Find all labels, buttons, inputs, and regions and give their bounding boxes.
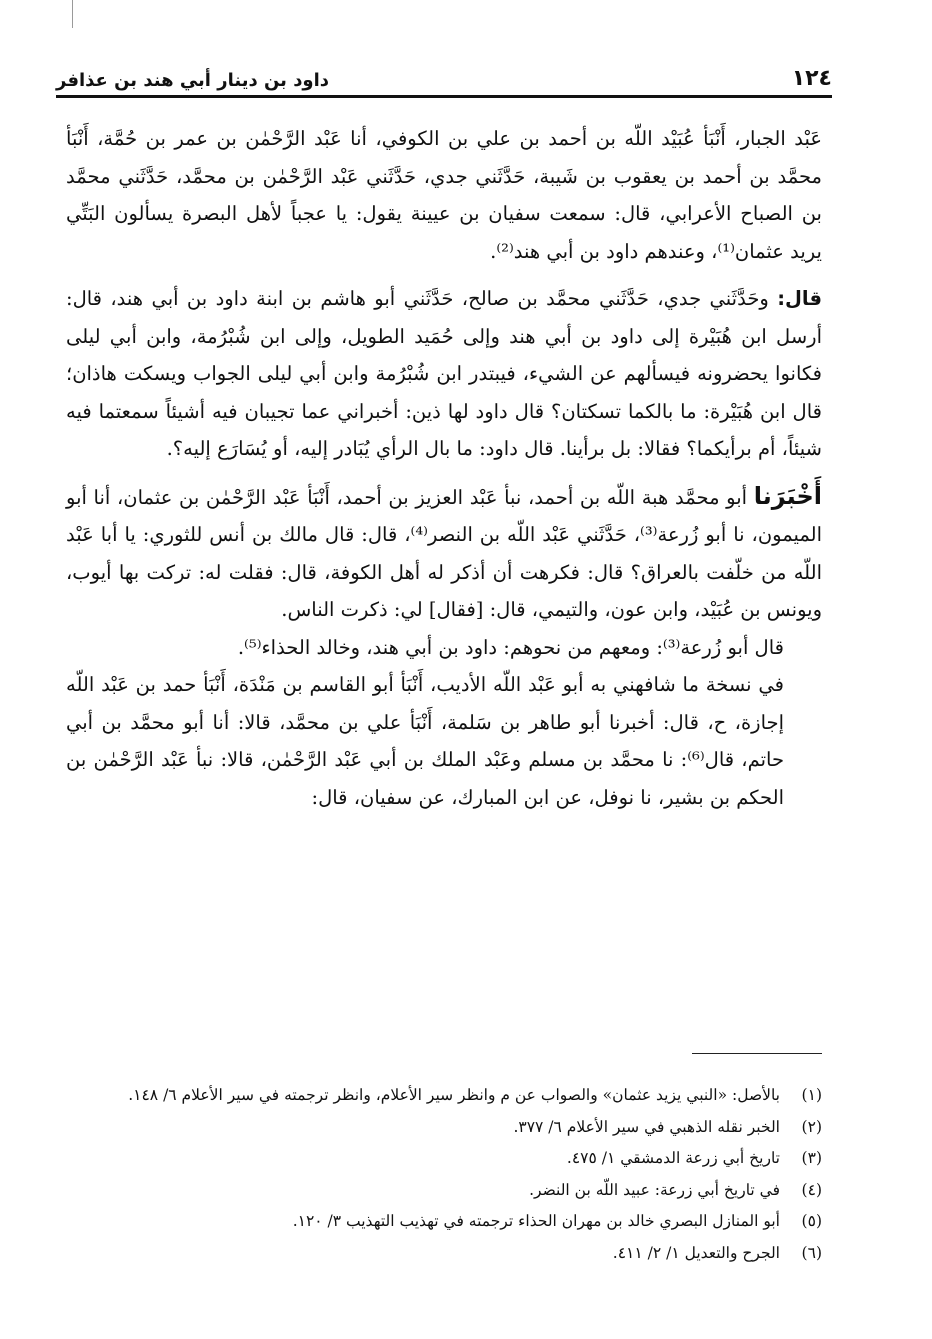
paragraph-text: عَبْد الجبار، أَنْبَأ عُبَيْد اللّه بن أحمد بن علي بن الكوفي، أنا عَبْد الرَّحْمٰن بن عمر بن حُمَّة، أَنْبَأ محمَّد بن أحمد بن يعقوب بن شَيبة، حَدَّثَني جدي، حَدَّثَني عَبْد الرَّحْمٰن بن محمَّد، حَدَّثَني محمَّد بن الصباح الأعرابي، قال: سمعت سفيان بن عيينة يقول: يا عجباً لأهل البصرة يسألون البَتِّي يريد عثمان⁽¹⁾، وعندهم داود بن أبي هند⁽²⁾. [66,127,822,263]
footnote-item [66,1238,822,1270]
footnote-separator [692,1053,822,1054]
running-title: داود بن دينار أبي هند بن عذافر [56,70,330,91]
footnote-text: تاريخ أبي زرعة الدمشقي ١/ ٤٧٥. [566,1149,780,1167]
footnote-number: (٥) [801,1212,822,1230]
paragraph-text: وحَدَّثَني جدي، حَدَّثَني محمَّد بن صالح، حَدَّثَني أبو هاشم بن ابنة داود بن أبي هند، قال: أرسل ابن هُبَيْرة إلى داود بن أبي هند وإلى حُمَيد الطويل، وإلى ابن شُبْرُمة، وابن أبي ليلى فكانوا يحضرونه فيسألهم عن الشيء، فيبتدر ابن شُبْرُمة وابن أبي ليلى الجواب ويسكت هاذان؛ قال ابن هُبَيْرة: ما بالكما تسكتان؟ قال داود لها ذين: أخبراني عما تجيبان فيه أشيئاً سمعتما فيه شيئاً، أم برأيكما؟ فقالا: بل برأينا. قال داود: ما بال الرأي يُبَادر إليه، أو يُسَارَع إليه؟. [66,287,822,460]
paragraph-lead: أَخْبَرَنا [753,481,822,510]
footnote-text: الجرح والتعديل ١/ ٢/ ٤١١. [612,1243,780,1262]
paragraph-text: في نسخة ما شافهني به أبو عَبْد اللّه الأديب، أَنْبَأ أبو القاسم بن مَنْدَة، أَنْبَأ حمد بن عَبْد اللّه إجازة، ح، قال: أخبرنا أبو طاهر بن سَلمة، أَنْبَأ علي بن محمَّد، قالا: أنا أبو محمَّد بن أبي حاتم، قال⁽⁶⁾: نا محمَّد بن مسلم وعَبْد الملك بن أبي عَبْد الرَّحْمٰن، قالا: نبأ عَبْد الرَّحْمٰن بن الحكم بن بشير، نا نوفل، عن ابن المبارك، عن سفيان، قال: [66,673,784,809]
paragraph-5 [66,666,822,816]
paragraph-4 [66,629,822,667]
footnote-item [66,1080,822,1112]
paragraph-text: أبو محمَّد هبة اللّه بن أحمد، نبأ عَبْد العزيز بن أحمد، أَنْبَأ عَبْد الرَّحْمٰن بن عثمان، أنا أبو الميمون، نا أبو زُرعة⁽³⁾، حَدَّثَني عَبْد اللّه بن النصر⁽⁴⁾، قال: قال مالك بن أنس للثوري: يا أبا عَبْد اللّه من خلّفت بالعراق؟ قال: فكرهت أن أذكر له أهل الكوفة، قال: فقلت له: تركت بها أيوب، ويونس بن عُبَيْد، وابن عون، والتيمي، قال: [فقال] لي: ذكرت الناس. [66,485,822,621]
footnote-item [66,1175,822,1207]
paragraph-text: قال أبو زُرعة⁽³⁾: ومعهم من نحوهم: داود بن أبي هند، وخالد الحذاء⁽⁵⁾. [237,635,784,659]
footnote-item [66,1112,822,1144]
footnote-number: (٦) [801,1243,822,1262]
footnote-number: (٢) [801,1117,822,1136]
paragraph-1 [66,120,822,270]
footnote-text: الخبر نقله الذهبي في سير الأعلام ٦/ ٣٧٧. [513,1117,780,1136]
footnote-text: أبو المنازل البصري خالد بن مهران الحذاء ترجمته في تهذيب التهذيب ٣/ ١٢٠. [292,1212,780,1230]
paragraph-3 [66,478,822,629]
footnote-item [66,1206,822,1238]
footnote-text: في تاريخ أبي زرعة: عبيد اللّه بن النضر. [529,1180,780,1199]
footnote-number: (٣) [801,1149,822,1167]
footnote-number: (٤) [801,1180,822,1199]
footnotes [66,1080,822,1269]
scan-edge-line [72,0,73,28]
footnote-text: بالأصل: «النبي يزيد عثمان» والصواب عن م وانظر سير الأعلام، وانظر ترجمته في سير الأعلام ٦/ ١٤٨. [128,1086,780,1104]
footnote-item [66,1143,822,1175]
footnote-number: (١) [801,1086,822,1104]
paragraph-2 [66,280,822,468]
page-header [56,58,832,98]
paragraph-lead: قال: [777,287,822,310]
main-text [66,120,822,816]
page-number: ١٢٤ [791,66,832,91]
